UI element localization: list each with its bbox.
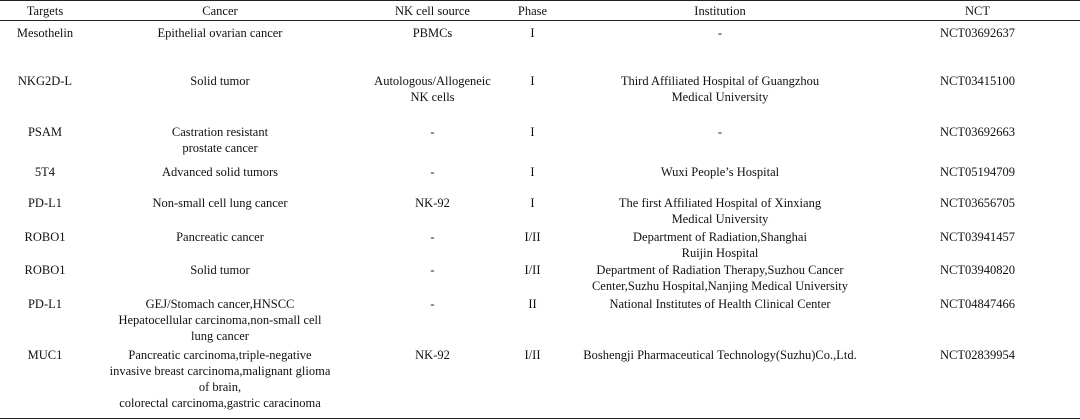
row-4-source-line: NK-92 <box>415 196 450 210</box>
row-1-source <box>350 73 515 105</box>
row-8-cancer-line: invasive breast carcinoma,malignant glioma <box>109 364 331 378</box>
row-8-cancer-line: colorectal carcinoma,gastric caracinoma <box>119 396 321 410</box>
row-2-phase: I <box>530 125 535 139</box>
row-4-institution-line: The first Affiliated Hospital of Xinxiang <box>618 196 822 210</box>
row-5-target: ROBO1 <box>24 230 66 244</box>
row-4-source <box>350 195 515 211</box>
row-8-source <box>350 347 515 363</box>
row-4-institution <box>550 195 890 227</box>
row-7-source <box>350 296 515 312</box>
row-6-institution-line: Center,Suzhu Hospital,Nanjing Medical University <box>591 279 849 293</box>
row-6-source <box>350 262 515 278</box>
row-2-institution-line: - <box>717 125 723 139</box>
row-5-institution <box>550 229 890 261</box>
row-5-source <box>350 229 515 245</box>
row-6-phase: I/II <box>524 263 541 277</box>
row-0-source-line: PBMCs <box>412 26 453 40</box>
row-8-institution <box>550 347 890 363</box>
row-7-institution-line: National Institutes of Health Clinical Center <box>609 297 831 311</box>
row-4-cancer-line: Non-small cell lung cancer <box>152 196 288 210</box>
row-8-institution-line: Boshengji Pharmaceutical Technology(Suzhu)Co.,Ltd. <box>583 348 857 362</box>
row-0-phase: I <box>530 26 535 40</box>
row-1-source-line: NK cells <box>410 90 455 104</box>
row-5-source-line: - <box>430 230 435 244</box>
row-7-cancer-line: GEJ/Stomach cancer,HNSCC <box>145 297 295 311</box>
row-5-cancer-line: Pancreatic cancer <box>176 230 264 244</box>
row-2-cancer-line: Castration resistant <box>171 125 269 139</box>
row-8-cancer <box>90 347 350 411</box>
row-6-source-line: - <box>430 263 435 277</box>
row-3-nct: NCT05194709 <box>940 165 1015 179</box>
row-6-cancer <box>90 262 350 278</box>
row-4-phase: I <box>530 196 535 210</box>
row-0-source <box>350 25 515 41</box>
header-cancer: Cancer <box>202 4 238 18</box>
row-4-cancer <box>90 195 350 211</box>
row-6-institution <box>550 262 890 294</box>
row-6-target: ROBO1 <box>24 263 66 277</box>
row-8-nct: NCT02839954 <box>940 348 1015 362</box>
row-2-cancer <box>90 124 350 156</box>
row-2-source-line: - <box>430 125 435 139</box>
row-3-institution <box>550 164 890 180</box>
row-8-source-line: NK-92 <box>415 348 450 362</box>
row-1-cancer <box>90 73 350 89</box>
header-targets: Targets <box>26 4 64 18</box>
row-4-institution-line: Medical University <box>671 212 769 226</box>
header-nk-source: NK cell source <box>395 4 470 18</box>
row-4-nct: NCT03656705 <box>940 196 1015 210</box>
row-0-cancer <box>90 25 350 41</box>
row-1-cancer-line: Solid tumor <box>190 74 250 88</box>
row-3-cancer-line: Advanced solid tumors <box>162 165 278 179</box>
row-5-cancer <box>90 229 350 245</box>
header-nct: NCT <box>965 4 990 18</box>
row-1-nct: NCT03415100 <box>940 74 1015 88</box>
row-2-institution <box>550 124 890 140</box>
bottom-rule <box>0 418 1080 419</box>
row-0-institution-line: - <box>717 26 723 40</box>
row-8-target: MUC1 <box>27 348 63 362</box>
row-5-institution-line: Department of Radiation,Shanghai <box>633 230 807 244</box>
row-8-cancer-line: Pancreatic carcinoma,triple-negative <box>128 348 312 362</box>
row-2-source <box>350 124 515 140</box>
row-2-nct: NCT03692663 <box>940 125 1015 139</box>
top-rule <box>0 0 1080 1</box>
row-1-institution-line: Third Affiliated Hospital of Guangzhou <box>620 74 820 88</box>
row-7-cancer-line: lung cancer <box>191 329 249 343</box>
row-5-institution-line: Ruijin Hospital <box>681 246 759 260</box>
row-1-institution <box>550 73 890 105</box>
row-7-cancer-line: Hepatocellular carcinoma,non-small cell <box>118 313 322 327</box>
row-1-source-line: Autologous/Allogeneic <box>374 74 491 88</box>
row-7-source-line: - <box>430 297 435 311</box>
row-7-nct: NCT04847466 <box>940 297 1015 311</box>
row-3-institution-line: Wuxi People’s Hospital <box>660 165 780 179</box>
row-3-source-line: - <box>430 165 435 179</box>
row-8-phase: I/II <box>524 348 541 362</box>
row-3-source <box>350 164 515 180</box>
header-phase: Phase <box>517 4 548 18</box>
row-2-cancer-line: prostate cancer <box>182 141 258 155</box>
row-6-cancer-line: Solid tumor <box>190 263 250 277</box>
row-7-phase: II <box>528 297 537 311</box>
row-1-target: NKG2D-L <box>17 74 73 88</box>
row-5-phase: I/II <box>524 230 541 244</box>
row-0-institution <box>550 25 890 41</box>
row-7-cancer <box>90 296 350 344</box>
row-5-nct: NCT03941457 <box>940 230 1015 244</box>
row-7-institution <box>550 296 890 312</box>
row-8-cancer-line: of brain, <box>198 380 242 394</box>
row-1-institution-line: Medical University <box>671 90 769 104</box>
row-3-cancer <box>90 164 350 180</box>
row-3-phase: I <box>530 165 535 179</box>
row-6-institution-line: Department of Radiation Therapy,Suzhou Cancer <box>596 263 844 277</box>
row-4-target: PD-L1 <box>27 196 63 210</box>
row-1-phase: I <box>530 74 535 88</box>
row-3-target: 5T4 <box>34 165 56 179</box>
row-6-nct: NCT03940820 <box>940 263 1015 277</box>
row-7-target: PD-L1 <box>27 297 63 311</box>
row-0-target: Mesothelin <box>16 26 74 40</box>
row-0-cancer-line: Epithelial ovarian cancer <box>157 26 283 40</box>
row-2-target: PSAM <box>27 125 63 139</box>
header-institution: Institution <box>694 4 746 18</box>
row-0-nct: NCT03692637 <box>940 26 1015 40</box>
header-rule <box>0 20 1080 21</box>
